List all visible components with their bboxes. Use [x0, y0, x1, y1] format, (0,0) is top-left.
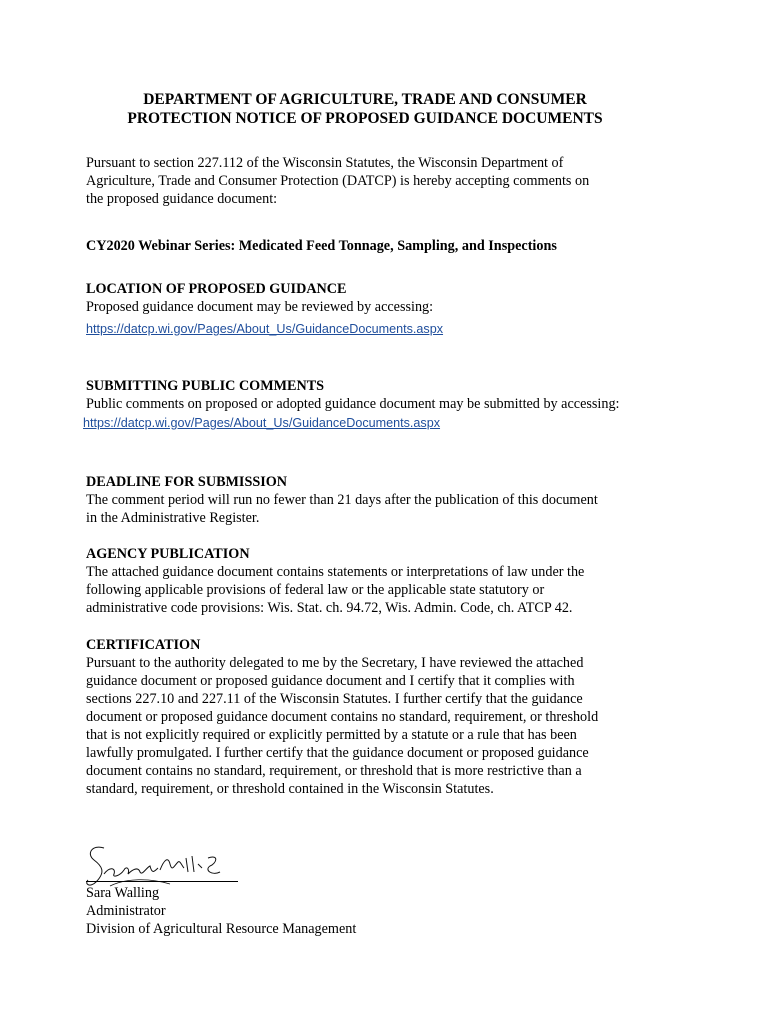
certification-heading: CERTIFICATION: [86, 637, 201, 653]
intro-line: Agriculture, Trade and Consumer Protection (DATCP) is hereby accepting comments on: [86, 173, 590, 189]
deadline-line: in the Administrative Register.: [86, 510, 260, 526]
location-section: [86, 280, 686, 338]
certification-line: standard, requirement, or threshold contained in the Wisconsin Statutes.: [86, 781, 494, 797]
intro-line: the proposed guidance document:: [86, 191, 278, 207]
intro-paragraph: [86, 154, 686, 208]
comments-section: [83, 377, 686, 432]
signatory-name: Sara Walling: [86, 885, 160, 901]
title-line-1: DEPARTMENT OF AGRICULTURE, TRADE AND CONSUMER: [143, 91, 587, 108]
guidance-document-title: CY2020 Webinar Series: Medicated Feed Tonnage, Sampling, and Inspections: [86, 238, 557, 254]
agency-section: [86, 545, 686, 617]
signature-line: [86, 881, 238, 882]
certification-line: sections 227.10 and 227.11 of the Wisconsin Statutes. I further certify that the guidance: [86, 691, 583, 707]
location-text: Proposed guidance document may be reviewed by accessing:: [86, 299, 434, 315]
location-link[interactable]: https://datcp.wi.gov/Pages/About_Us/GuidanceDocuments.aspx: [86, 322, 444, 336]
page-title: [60, 90, 670, 128]
signatory-division: Division of Agricultural Resource Management: [86, 921, 357, 937]
comments-link[interactable]: https://datcp.wi.gov/Pages/About_Us/GuidanceDocuments.aspx: [83, 416, 441, 430]
signatory-title: Administrator: [86, 903, 166, 919]
certification-line: that is not explicitly required or explicitly permitted by a statute or a rule that has been: [86, 727, 577, 743]
intro-line: Pursuant to section 227.112 of the Wisconsin Statutes, the Wisconsin Department of: [86, 155, 564, 171]
certification-line: Pursuant to the authority delegated to me by the Secretary, I have reviewed the attached: [86, 655, 584, 671]
deadline-section: [86, 473, 686, 527]
comments-text: Public comments on proposed or adopted guidance document may be submitted by accessing:: [86, 396, 620, 412]
deadline-heading: DEADLINE FOR SUBMISSION: [86, 474, 288, 490]
certification-section: [86, 636, 686, 798]
agency-line: The attached guidance document contains statements or interpretations of law under the: [86, 564, 585, 580]
certification-line: document or proposed guidance document contains no standard, requirement, or threshold: [86, 709, 599, 725]
certification-line: guidance document or proposed guidance document and I certify that it complies with: [86, 673, 575, 689]
location-heading: LOCATION OF PROPOSED GUIDANCE: [86, 281, 347, 297]
title-line-2: PROTECTION NOTICE OF PROPOSED GUIDANCE DOCUMENTS: [127, 110, 603, 127]
deadline-line: The comment period will run no fewer than 21 days after the publication of this document: [86, 492, 598, 508]
comments-heading: SUBMITTING PUBLIC COMMENTS: [86, 378, 325, 394]
agency-heading: AGENCY PUBLICATION: [86, 546, 250, 562]
signatory-block: [86, 884, 686, 938]
document-title-block: [86, 237, 686, 255]
certification-line: document contains no standard, requirement, or threshold that is more restrictive than a: [86, 763, 582, 779]
agency-line: administrative code provisions: Wis. Stat. ch. 94.72, Wis. Admin. Code, ch. ATCP 42.: [86, 600, 573, 616]
certification-line: lawfully promulgated. I further certify that the guidance document or proposed guidance: [86, 745, 589, 761]
agency-line: following applicable provisions of federal law or the applicable state statutory or: [86, 582, 545, 598]
